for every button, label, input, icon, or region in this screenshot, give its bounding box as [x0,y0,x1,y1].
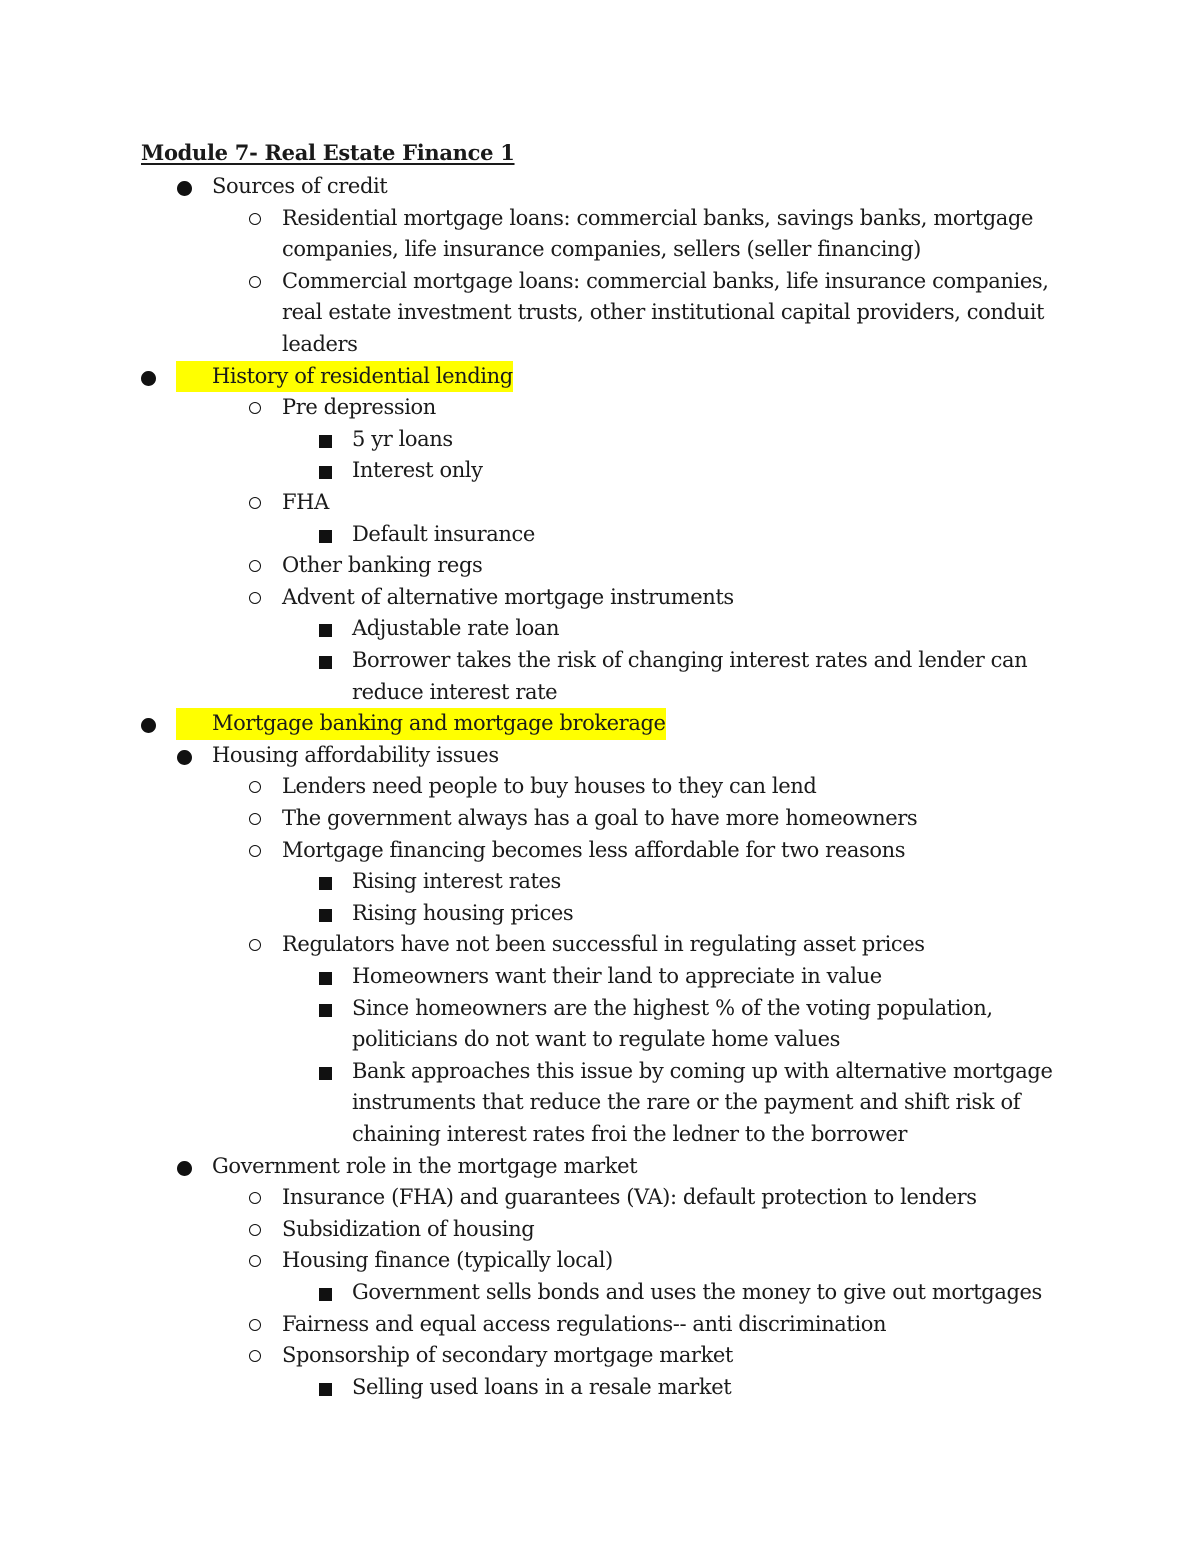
list-item-text: Fairness and equal access regulations-- anti discrimination [282,1311,887,1336]
filled-circle-bullet-icon [177,181,192,196]
list-item-continuation [352,677,557,709]
list-item-text: Bank approaches this issue by coming up with alternative mortgage [352,1058,1053,1083]
list-item [282,835,905,867]
list-item-text: instruments that reduce the rare or the payment and shift risk of [352,1090,1021,1115]
hollow-circle-bullet-icon [249,813,261,825]
hollow-circle-bullet-icon [249,1192,261,1204]
list-item-text: Housing finance (typically local) [282,1248,613,1273]
list-item-text: Default insurance [352,521,535,546]
list-item-text: Since homeowners are the highest % of the voting population, [352,995,993,1020]
list-item [282,203,1033,235]
list-item-text: FHA [282,490,329,514]
list-item [282,550,482,582]
list-item-text: politicians do not want to regulate home values [352,1027,841,1052]
square-bullet-icon [319,1288,332,1301]
hollow-circle-bullet-icon [249,276,261,288]
list-item [352,1056,1053,1088]
square-bullet-icon [319,1004,332,1017]
list-item [282,1182,977,1214]
list-item-text: Borrower takes the risk of changing interest rates and lender can [352,648,1028,672]
list-item [352,898,573,930]
list-item-text: Interest only [352,458,483,483]
list-item-text: Sponsorship of secondary mortgage market [282,1343,733,1368]
document-title: Module 7- Real Estate Finance 1 [141,140,515,165]
list-item [352,613,559,645]
list-item-text: reduce interest rate [352,679,558,704]
list-item-text: Government sells bonds and uses the money to give out mortgages [352,1280,1042,1304]
square-bullet-icon [319,1067,332,1080]
list-item-text: Advent of alternative mortgage instruments [282,584,734,609]
list-item-continuation [282,297,1044,329]
list-item [352,455,483,487]
hollow-circle-bullet-icon [249,1224,261,1236]
square-bullet-icon [319,909,332,922]
square-bullet-icon [319,466,332,479]
list-item [282,803,917,835]
list-item-text: Mortgage banking and mortgage brokerage [212,711,666,736]
list-item [282,1340,733,1372]
list-item-continuation [282,234,921,266]
list-item-text: Housing affordability issues [212,742,499,767]
list-item [282,1214,534,1246]
list-item-text: The government always has a goal to have more homeowners [282,806,918,830]
square-bullet-icon [319,435,332,448]
list-item-text: Residential mortgage loans: commercial banks, savings banks, mortgage [282,205,1033,230]
list-item [176,361,513,393]
list-item [282,266,1049,298]
hollow-circle-bullet-icon [249,402,261,414]
filled-circle-bullet-icon [141,718,156,733]
list-item-text: 5 yr loans [352,426,453,451]
list-item [352,961,882,993]
filled-circle-bullet-icon [141,371,156,386]
list-item [352,866,561,898]
hollow-circle-bullet-icon [249,497,261,509]
list-item-text: Rising housing prices [352,900,574,925]
list-item [352,1277,1042,1309]
list-item [282,1309,886,1341]
list-item [282,582,734,614]
square-bullet-icon [319,972,332,985]
list-item [212,740,499,772]
square-bullet-icon [319,530,332,543]
list-item [352,519,535,551]
filled-circle-bullet-icon [177,1161,192,1176]
square-bullet-icon [319,1383,332,1396]
list-item-text: Government role in the mortgage market [212,1153,638,1178]
hollow-circle-bullet-icon [249,1350,261,1362]
square-bullet-icon [319,877,332,890]
list-item-text: companies, life insurance companies, sellers (seller financing) [282,237,921,262]
hollow-circle-bullet-icon [249,845,261,857]
square-bullet-icon [319,656,332,669]
hollow-circle-bullet-icon [249,781,261,793]
list-item-text: Subsidization of housing [282,1216,535,1241]
list-item [282,929,925,961]
list-item [352,424,453,456]
hollow-circle-bullet-icon [249,1255,261,1267]
list-item [212,171,387,203]
list-item [282,771,816,803]
list-item-continuation [352,1119,907,1151]
list-item-text: Lenders need people to buy houses to they can lend [282,774,817,799]
square-bullet-icon [319,624,332,637]
list-item [352,1372,731,1404]
hollow-circle-bullet-icon [249,592,261,604]
hollow-circle-bullet-icon [249,560,261,572]
list-item-text: chaining interest rates froi the ledner to the borrower [352,1122,907,1146]
list-item-continuation [282,329,358,361]
list-item [352,645,1027,677]
list-item-text: Rising interest rates [352,869,561,894]
list-item-text: Mortgage financing becomes less affordable for two reasons [282,837,906,862]
list-item [282,392,436,424]
hollow-circle-bullet-icon [249,939,261,951]
list-item-text: leaders [282,332,358,356]
list-item-text: real estate investment trusts, other institutional capital providers, conduit [282,300,1045,325]
list-item [352,993,993,1025]
list-item [212,1151,637,1183]
list-item-text: Other banking regs [282,553,483,578]
list-item-text: Selling used loans in a resale market [352,1374,732,1399]
list-item-text: Homeowners want their land to appreciate in value [352,964,882,988]
list-item [282,487,329,519]
list-item-text: Commercial mortgage loans: commercial banks, life insurance companies, [282,268,1049,293]
list-item-text: Sources of credit [212,174,388,198]
list-item-text: Regulators have not been successful in regulating asset prices [282,932,925,957]
hollow-circle-bullet-icon [249,1319,261,1331]
list-item-text: Pre depression [282,395,436,420]
list-item [176,708,666,740]
list-item-continuation [352,1024,840,1056]
list-item [282,1245,613,1277]
list-item-text: Insurance (FHA) and guarantees (VA): default protection to lenders [282,1185,977,1210]
filled-circle-bullet-icon [177,750,192,765]
list-item-text: Adjustable rate loan [352,616,560,641]
list-item-continuation [352,1087,1020,1119]
list-item-text: History of residential lending [212,363,513,388]
hollow-circle-bullet-icon [249,213,261,225]
